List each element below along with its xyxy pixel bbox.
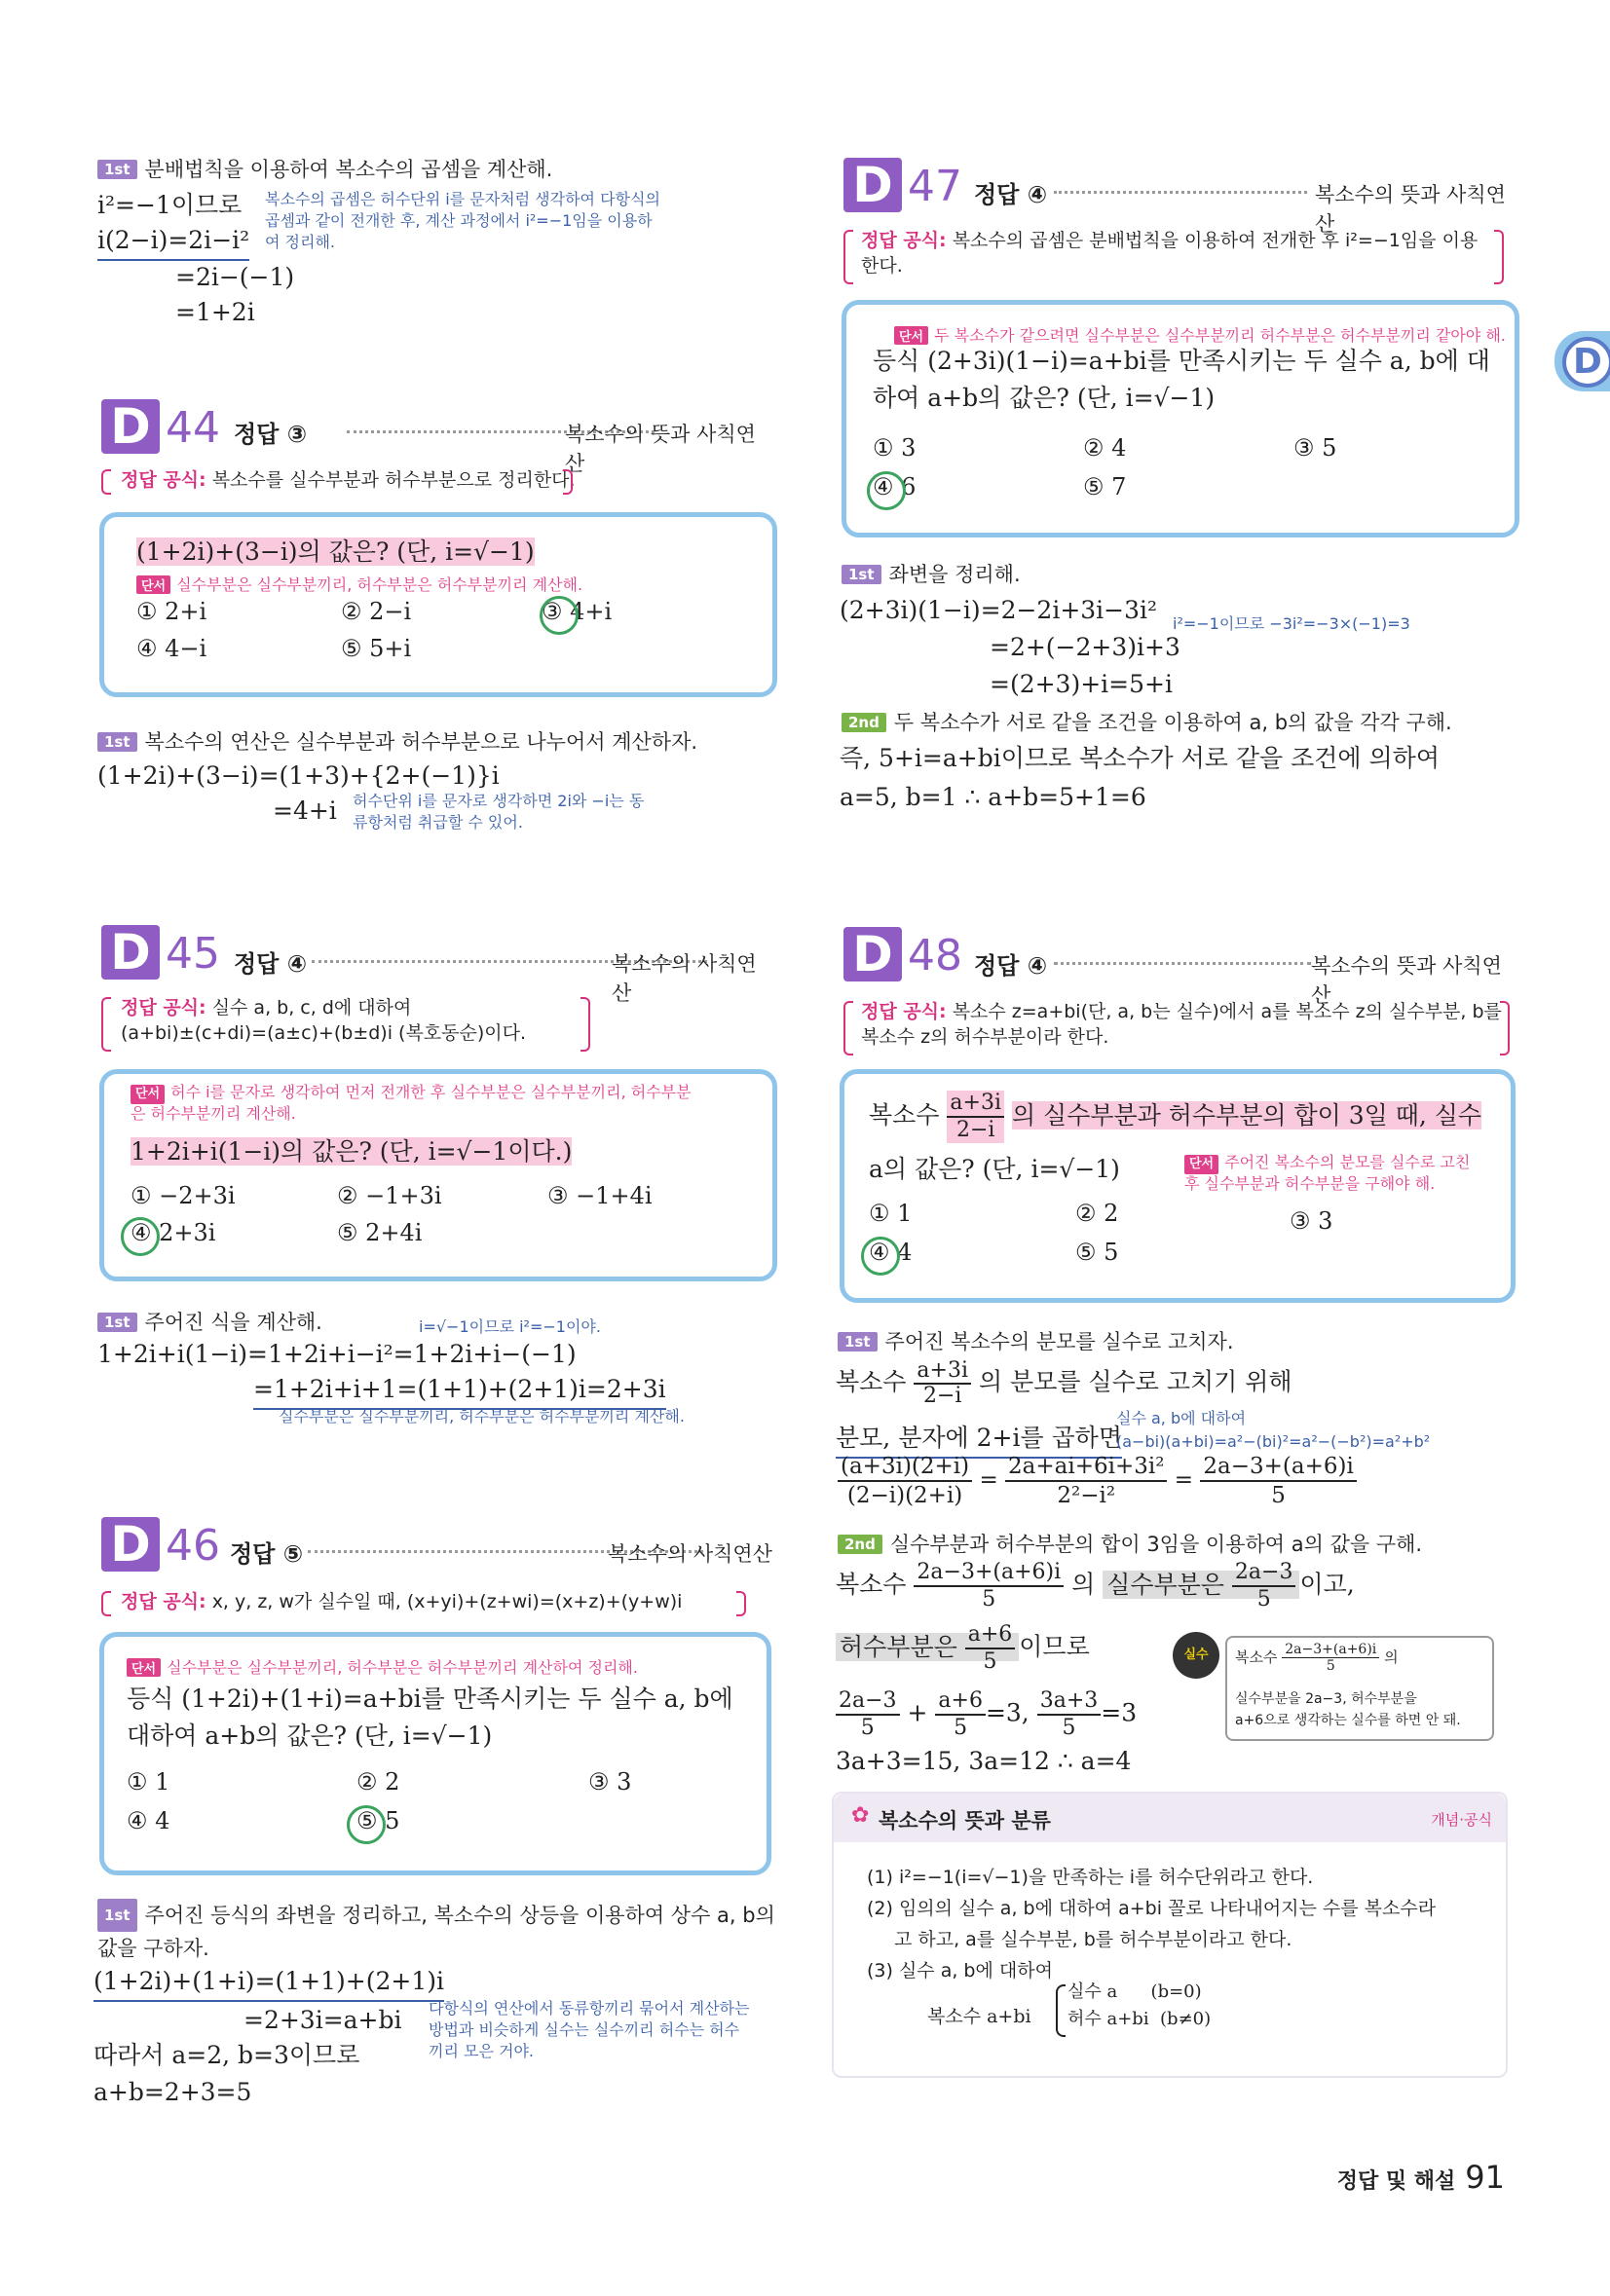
choice-5[interactable]: ⑤ 7 [1083,473,1127,500]
d-badge: D [843,158,902,212]
step-badge: 2nd [838,1535,882,1554]
p46-note: 다항식의 연산에서 동류항끼리 묶어서 계산하는 방법과 비슷하게 실수는 실수끼리 허수는 허수끼리 모은 거야. [429,1999,750,2060]
formula-45: 정답 공식: 실수 a, b, c, d에 대하여 (a+bi)±(c+di)=(a±c)+(b±d)i (복호동순)이다. [121,997,527,1044]
choice-3[interactable]: ③ 3 [588,1768,632,1796]
p45-line2: =1+2i+i+1=(1+1)+(2+1)i=2+3i [253,1371,666,1410]
choice-2[interactable]: ② −1+3i [337,1182,442,1209]
answer: 정답 ④ [974,952,1048,980]
p43-step1: 1st 분배법칙을 이용하여 복소수의 곱셈을 계산해. [97,154,552,183]
p45-note2: 실수부분은 실수부분끼리, 허수부분은 허수부분끼리 계산해. [279,1407,685,1426]
choice-1[interactable]: ① 1 [127,1768,170,1796]
p48-step2: 2nd 실수부분과 허수부분의 합이 3임을 이용하여 a의 값을 구해. [838,1529,1422,1558]
p46-line3: 따라서 a=2, b=3이므로 [94,2041,360,2069]
p43-line3: =2i−(−1) [175,263,295,291]
p47-line4: 즉, 5+i=a+bi이므로 복소수가 서로 같을 조건에 의하여 [840,744,1440,772]
question-46-line2: 대하여 a+b의 값은? (단, i=√−1) [127,1722,493,1750]
answer-circle [861,1237,900,1276]
choice-4[interactable]: ④ 4 [127,1807,170,1834]
choice-4[interactable]: ④ 2+3i [131,1219,216,1246]
page-footer [1337,2159,1505,2196]
answer: 정답 ④ [974,181,1048,208]
p46-step1: 1st 주어진 등식의 좌변을 정리하고, 복소수의 상등을 이용하여 상수 a, b의 값을 구하자. [97,1899,779,1966]
p48-step1: 1st 주어진 복소수의 분모를 실수로 고치자. [838,1326,1234,1355]
choice-2[interactable]: ② 2 [356,1768,400,1796]
p48-line5: $\frac{2a-3}{5}$ + $\frac{a+6}{5}$ =3, $\frac{3a+3}{5}$ =3 [836,1688,1137,1741]
mistake-badge: 실수 [1173,1632,1219,1679]
p45-step1: 1st 주어진 식을 계산해. [97,1307,322,1336]
concept-item-2b: 고 하고, a를 실수부분, b를 허수부분이라고 한다. [894,1929,1292,1950]
p44-line1: (1+2i)+(3−i)=(1+3)+{2+(−1)}i [97,761,500,790]
formula-48: 정답 공식: 복소수 z=a+bi(단, a, b는 실수)에서 a를 복소수 z의 실수부분, b를 복소수 z의 허수부분이라 한다. [861,1001,1502,1048]
brace [1056,1984,1066,2037]
p43-line2: i(2−i)=2i−i² [97,222,249,261]
problem-44-header [101,398,773,475]
choice-1[interactable]: ① 3 [873,434,917,462]
tip-46: 단서 실수부분은 실수부분끼리, 허수부분은 허수부분끼리 계산하여 정리해. [127,1655,638,1678]
formula-44: 정답 공식: 복소수를 실수부분과 허수부분으로 정리한다. [121,469,576,491]
p47-line2: =2+(−2+3)i+3 [990,633,1180,661]
p43-line1: i²=−1이므로 [97,191,243,219]
tip-44: 단서 실수부분은 실수부분끼리, 허수부분은 허수부분끼리 계산해. [136,573,582,595]
choice-5[interactable]: ⑤ 2+4i [337,1219,423,1246]
answer-circle [347,1805,386,1844]
p47-step2: 2nd 두 복소수가 서로 같을 조건을 이용하여 a, b의 값을 각각 구해. [842,707,1452,736]
p47-note1: i²=−1이므로 −3i²=−3×(−1)=3 [1173,614,1410,633]
p43-line4: =1+2i [175,298,255,326]
concept-classify: 실수 a (b=0) 허수 a+bi (b≠0) [1067,1981,1212,2029]
step-badge: 1st [838,1332,878,1352]
footer-label: 정답 및 해설 [1336,2169,1456,2194]
choice-4[interactable]: ④ 4 [869,1239,913,1266]
chapter-tab [1554,331,1610,391]
concept-item-2a: (2) 임의의 실수 a, b에 대하여 a+bi 꼴로 나타내어지는 수를 복소수라 [867,1898,1437,1919]
d-badge: D [101,925,160,980]
topic: 복소수의 사칙연산 [612,952,757,1005]
p44-line2: =4+i [273,796,337,825]
concept-classify-label: 복소수 a+bi [927,2006,1031,2027]
choice-1[interactable]: ① 1 [869,1200,913,1227]
p48-line6: 3a+3=15, 3a=12 ∴ a=4 [836,1747,1132,1775]
p44-step1: 1st 복소수의 연산은 실수부분과 허수부분으로 나누어서 계산하자. [97,726,697,756]
p48-line1: 복소수 $\frac{a+3i}{2-i}$ 의 분모를 실수로 고치기 위해 [836,1358,1292,1408]
p48-note1: 실수 a, b에 대하여 [1116,1409,1247,1427]
question-47-line2: 하여 a+b의 값은? (단, i=√−1) [873,384,1216,412]
choice-1[interactable]: ① 2+i [136,598,207,625]
tip-48: 단서 주어진 복소수의 분모를 실수로 고친 후 실수부분과 허수부분을 구해야 해. [1184,1153,1471,1193]
question-47-line1: 등식 (2+3i)(1−i)=a+bi를 만족시키는 두 실수 a, b에 대 [873,347,1490,375]
d-badge: D [843,927,902,981]
tip-47: 단서 두 복소수가 같으려면 실수부분은 실수부분끼리 허수부분은 허수부분끼리 같아야 해. [894,323,1506,346]
p46-line1: (1+2i)+(1+i)=(1+1)+(2+1)i [94,1963,444,2002]
topic: 복소수의 뜻과 사칙연산 [565,423,756,475]
mistake-line2: 실수부분을 2a−3, 허수부분을 a+6으로 생각하는 실수를 하면 안 돼. [1235,1691,1461,1728]
flower-icon: ✿ [851,1803,870,1828]
choice-4[interactable]: ④ 4−i [136,635,207,662]
d-badge: D [101,399,160,454]
problem-number: 46 [166,1521,220,1571]
p47-line5: a=5, b=1 ∴ a+b=5+1=6 [840,783,1146,811]
question-46-line1: 등식 (1+2i)+(1+i)=a+bi를 만족시키는 두 실수 a, b에 [127,1685,733,1713]
choice-2[interactable]: ② 4 [1083,434,1127,462]
choice-4[interactable]: ④ 6 [873,473,917,500]
p47-line1: (2+3i)(1−i)=2−2i+3i−3i² [840,596,1158,624]
mistake-line1: 복소수 $\frac{2a-3+(a+6)i}{5}$ 의 [1235,1642,1399,1674]
step-badge: 2nd [842,713,886,732]
step-badge: 1st [97,160,137,179]
topic: 복소수의 뜻과 사칙연산 [1311,954,1502,1007]
p47-line3: =(2+3)+i=5+i [990,670,1173,698]
formula-47: 정답 공식: 복소수의 곱셈은 분배법칙을 이용하여 전개한 후 i²=−1임을 이용한다. [861,230,1479,277]
step-badge: 1st [97,1313,137,1332]
answer-circle [867,471,906,510]
mistake-box [1225,1636,1494,1741]
answer: 정답 ④ [234,950,308,978]
problem-number: 44 [166,403,220,453]
step-badge: 1st [97,1899,137,1932]
p47-step1: 1st 좌변을 정리해. [842,559,1021,588]
answer-circle [121,1217,160,1256]
choice-3[interactable]: ③ 3 [1290,1207,1333,1235]
question-45: 1+2i+i(1−i)의 값은? (단, i=√−1이다.) [131,1137,573,1166]
formula-46: 정답 공식: x, y, z, w가 실수일 때, (x+yi)+(z+wi)=(x+z)+(y+w)i [121,1591,683,1612]
choice-2[interactable]: ② 2 [1075,1200,1119,1227]
step-badge: 1st [842,565,881,584]
question-48-line2: a의 값은? (단, i=√−1) [869,1155,1120,1183]
question-44: (1+2i)+(3−i)의 값은? (단, i=√−1) [136,537,535,566]
concept-item-1: (1) i²=−1(i=√−1)을 만족하는 i를 허수단위라고 한다. [867,1867,1314,1888]
d-badge: D [101,1517,160,1572]
concept-tag: 개념·공식 [1431,1811,1492,1829]
page-number: 91 [1465,2159,1505,2196]
p48-line3: 복소수 $\frac{2a-3+(a+6)i}{5}$ 의 실수부분은 $\frac{2a-3}{5}$ 이고, [836,1560,1355,1611]
p48-line4: 허수부분은 $\frac{a+6}{5}$ 이므로 [836,1622,1090,1675]
concept-title: 복소수의 뜻과 분류 [879,1809,1051,1833]
p48-note2: (a−bi)(a+bi)=a²−(bi)²=a²−(−b²)=a²+b² [1116,1432,1431,1451]
choice-3[interactable]: ③ 4+i [542,598,613,625]
chapter-tab-letter: D [1562,337,1610,388]
problem-48-header [843,926,1516,1007]
choice-5[interactable]: ⑤ 5 [1075,1239,1119,1266]
answer: 정답 ③ [234,421,308,448]
question-48-line1: 복소수 $\frac{a+3i}{2-i}$ 의 실수부분과 허수부분의 합이 3일 때, 실수 [869,1091,1482,1142]
p48-line2: 분모, 분자에 2+i를 곱하면 [836,1420,1122,1459]
choice-3[interactable]: ③ 5 [1293,434,1337,462]
step-badge: 1st [97,732,137,752]
p44-note: 허수단위 i를 문자로 생각하면 2i와 −i는 동류항처럼 취급할 수 있어. [353,792,645,832]
p43-note: 복소수의 곱셈은 허수단위 i를 문자처럼 생각하여 다항식의 곱셈과 같이 전개한 후, 계산 과정에서 i²=−1임을 이용하여 정리해. [265,190,660,251]
topic: 복소수의 뜻과 사칙연산 [1315,183,1506,236]
concept-item-3: (3) 실수 a, b에 대하여 [867,1960,1053,1981]
choice-2[interactable]: ② 2−i [341,598,412,625]
problem-number: 48 [908,931,962,981]
p46-line2: =2+3i=a+bi [243,2006,402,2034]
concept-box [832,1792,1508,2078]
concept-header [834,1794,1506,1842]
problem-46-header [101,1517,773,1579]
problem-47-header [843,157,1516,236]
p46-line4: a+b=2+3=5 [94,2078,252,2106]
p48-equation: $\frac{(a+3i)(2+i)}{(2-i)(2+i)}$ = $\frac{\text{2a+ai+6i+3i²}}{\text{2²−i²}}$ = $\frac{2a-3+(a+6)i}{5}$ [838,1453,1357,1509]
answer-circle [540,596,579,635]
choice-5[interactable]: ⑤ 5 [356,1807,400,1834]
concept-body [867,1862,1436,1986]
p45-line1: 1+2i+i(1−i)=1+2i+i−i²=1+2i+i−(−1) [97,1340,577,1368]
answer: 정답 ⑤ [230,1540,304,1568]
p45-note1: i=√−1이므로 i²=−1이야. [419,1317,601,1336]
problem-number: 45 [166,929,220,979]
tip-45: 단서 허수 i를 문자로 생각하여 먼저 전개한 후 실수부분은 실수부분끼리, 허수부분은 허수부분끼리 계산해. [131,1083,692,1123]
problem-number: 47 [908,162,962,211]
choice-5[interactable]: ⑤ 5+i [341,635,412,662]
topic: 복소수의 사칙연산 [608,1542,772,1566]
choice-3[interactable]: ③ −1+4i [547,1182,653,1209]
choice-1[interactable]: ① −2+3i [131,1182,236,1209]
problem-45-header [101,924,773,1005]
